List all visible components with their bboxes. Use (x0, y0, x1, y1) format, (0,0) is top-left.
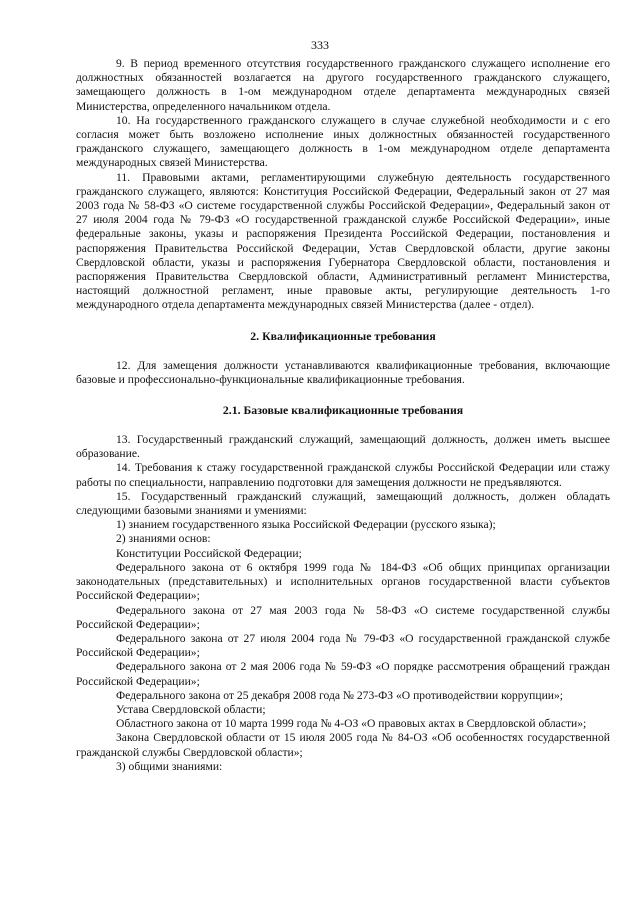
paragraph-12: 12. Для замещения должности устанавливаются квалификационные требования, включающие базовые и профессионально-функциональные квалификационные требования. (76, 358, 610, 386)
paragraph-10: 10. На государственного гражданского служащего в случае служебной необходимости и с его согласия может быть возложено исполнение иных должностных обязанностей государственного гражданского служащего, замещающего должность в 1-ом международном отделе департамента международных связей Министерства. (76, 113, 610, 170)
list-item-3: 3) общими знаниями: (116, 759, 223, 773)
law-184-fz: Федерального закона от 6 октября 1999 года № 184-ФЗ «Об общих принципах организации законодательных (представительных) и исполнительных органов государственной власти субъектов Российской Федерации»; (76, 560, 610, 603)
paragraph-14: 14. Требования к стажу государственной гражданской службы Российской Федерации или стажу работы по специальности, направлению подготовки для замещения должности не предъявляются. (76, 461, 610, 489)
law-79-fz: Федерального закона от 27 июля 2004 года № 79-ФЗ «О государственной гражданской службе Российской Федерации»; (76, 631, 610, 660)
law-58-fz: Федерального закона от 27 мая 2003 года № 58-ФЗ «О системе государственной службы Российской Федерации»; (76, 603, 610, 631)
paragraph-13: 13. Государственный гражданский служащий, замещающий должность, должен иметь высшее образование. (76, 433, 610, 461)
section-heading-2-1: 2.1. Базовые квалификационные требования (222, 403, 464, 418)
law-charter: Устава Свердловской области; (116, 702, 266, 716)
document-body (76, 57, 610, 774)
paragraph-11: 11. Правовыми актами, регламентирующими служебную деятельность государственного гражданского служащего, являются: Конституция Российской Федерации, Федеральный закон от 27 мая 2003 года № 58-ФЗ «О системе государственной службы Российской Федерации», Федеральный закон от 27 июля 2004 года № 79-ФЗ «О государственной гражданской службе Российской Федерации», иные федеральные законы, указы и распоряжения Президента Российской Федерации, постановления и распоряжения Правительства Российской Федерации, Устав Свердловской области, другие законы Свердловской области, указы и распоряжения Губернатора Свердловской области, постановления и распоряжения Правительства Свердловской области, Административный регламент Министерства, настоящий должностной регламент, иные правовые акты, регулирующие деятельность 1-го международного отдела департамента международных связей Министерства (далее - отдел). (76, 170, 610, 312)
section-heading-2: 2. Квалификационные требования (250, 328, 436, 343)
law-273-fz: Федерального закона от 25 декабря 2008 года № 273-ФЗ «О противодействии коррупции»; (116, 688, 564, 702)
law-59-fz: Федерального закона от 2 мая 2006 года № 59-ФЗ «О порядке рассмотрения обращений граждан Российской Федерации»; (76, 660, 610, 688)
list-item-1: 1) знанием государственного языка Российской Федерации (русского языка); (116, 518, 496, 532)
law-constitution: Конституции Российской Федерации; (116, 546, 302, 560)
paragraph-9: 9. В период временного отсутствия государственного гражданского служащего исполнение его должностных обязанностей возлагается на другого государственного гражданского служащего, замещающего должность в 1-ом международном отделе департамента международных связей Министерства, определенного начальником отдела. (76, 57, 610, 113)
page-number: 333 (311, 38, 329, 52)
law-4-oz: Областного закона от 10 марта 1999 года № 4-ОЗ «О правовых актах в Свердловской области»; (116, 717, 587, 731)
law-84-oz: Закона Свердловской области от 15 июля 2005 года № 84-ОЗ «Об особенностях государственной гражданской службы Свердловской области»; (76, 731, 610, 759)
paragraph-15: 15. Государственный гражданский служащий, замещающий должность, должен обладать следующими базовыми знаниями и умениями: (76, 489, 610, 518)
list-item-2: 2) знаниями основ: (116, 532, 211, 546)
